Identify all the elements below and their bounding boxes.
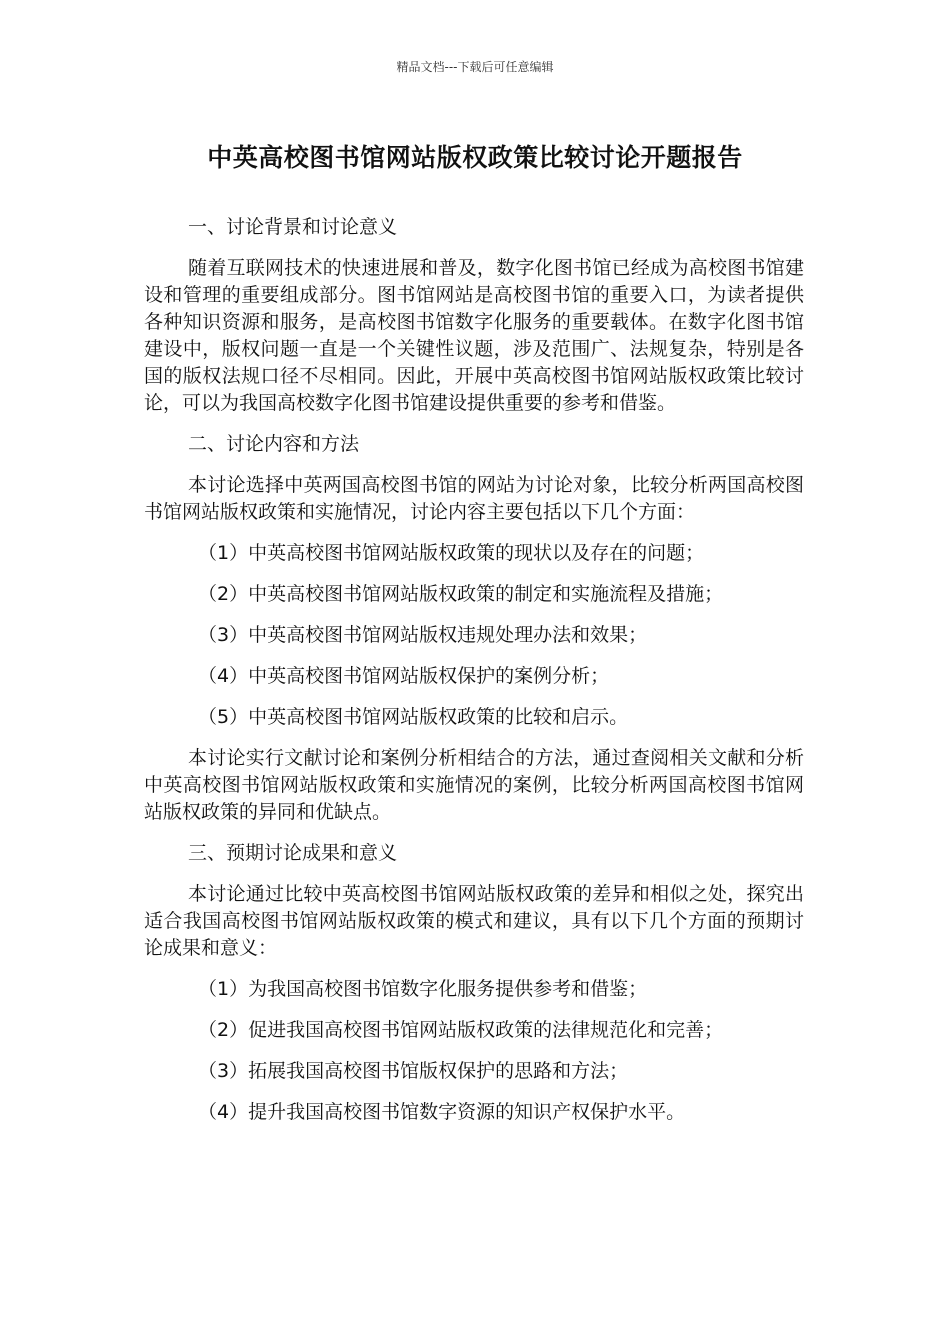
section-background <box>144 214 804 417</box>
section-heading: 三、预期讨论成果和意义 <box>188 842 398 864</box>
document-body <box>144 214 804 1140</box>
section-heading: 一、讨论背景和讨论意义 <box>188 216 398 238</box>
paragraph: 本讨论实行文献讨论和案例分析相结合的方法，通过查阅相关文献和分析中英高校图书馆网站版权政策和实施情况的案例，比较分析两国高校图书馆网站版权政策的异同和优缺点。 <box>144 747 804 823</box>
paragraph: 本讨论选择中英两国高校图书馆的网站为讨论对象，比较分析两国高校图书馆网站版权政策和实施情况，讨论内容主要包括以下几个方面： <box>144 474 804 523</box>
list-item: （2）促进我国高校图书馆网站版权政策的法律规范化和完善； <box>198 1019 724 1041</box>
paragraph: 本讨论通过比较中英高校图书馆网站版权政策的差异和相似之处，探究出适合我国高校图书馆网站版权政策的模式和建议，具有以下几个方面的预期讨论成果和意义： <box>144 883 804 959</box>
header-note: 精品文档---下载后可任意编辑 <box>396 60 554 74</box>
list-item: （1）中英高校图书馆网站版权政策的现状以及存在的问题； <box>198 542 705 564</box>
list-item: （3）中英高校图书馆网站版权违规处理办法和效果； <box>198 624 648 646</box>
list-item: （1）为我国高校图书馆数字化服务提供参考和借鉴； <box>198 978 648 1000</box>
paragraph: 随着互联网技术的快速进展和普及，数字化图书馆已经成为高校图书馆建设和管理的重要组成部分。图书馆网站是高校图书馆的重要入口，为读者提供各种知识资源和服务，是高校图书馆数字化服务的重要载体。在数字化图书馆建设中，版权问题一直是一个关键性议题，涉及范围广、法规复杂，特别是各国的版权法规口径不尽相同。因此，开展中英高校图书馆网站版权政策比较讨论，可以为我国高校数字化图书馆建设提供重要的参考和借鉴。 <box>144 257 804 414</box>
section-heading: 二、讨论内容和方法 <box>188 433 360 455</box>
document-title: 中英高校图书馆网站版权政策比较讨论开题报告 <box>207 143 743 172</box>
list-item: （4）提升我国高校图书馆数字资源的知识产权保护水平。 <box>198 1101 686 1123</box>
section-content-methods <box>144 431 804 826</box>
list-item: （3）拓展我国高校图书馆版权保护的思路和方法； <box>198 1060 629 1082</box>
list-item: （5）中英高校图书馆网站版权政策的比较和启示。 <box>198 706 629 728</box>
list-item: （4）中英高校图书馆网站版权保护的案例分析； <box>198 665 610 687</box>
section-expected-results <box>144 840 804 1126</box>
list-item: （2）中英高校图书馆网站版权政策的制定和实施流程及措施； <box>198 583 724 605</box>
